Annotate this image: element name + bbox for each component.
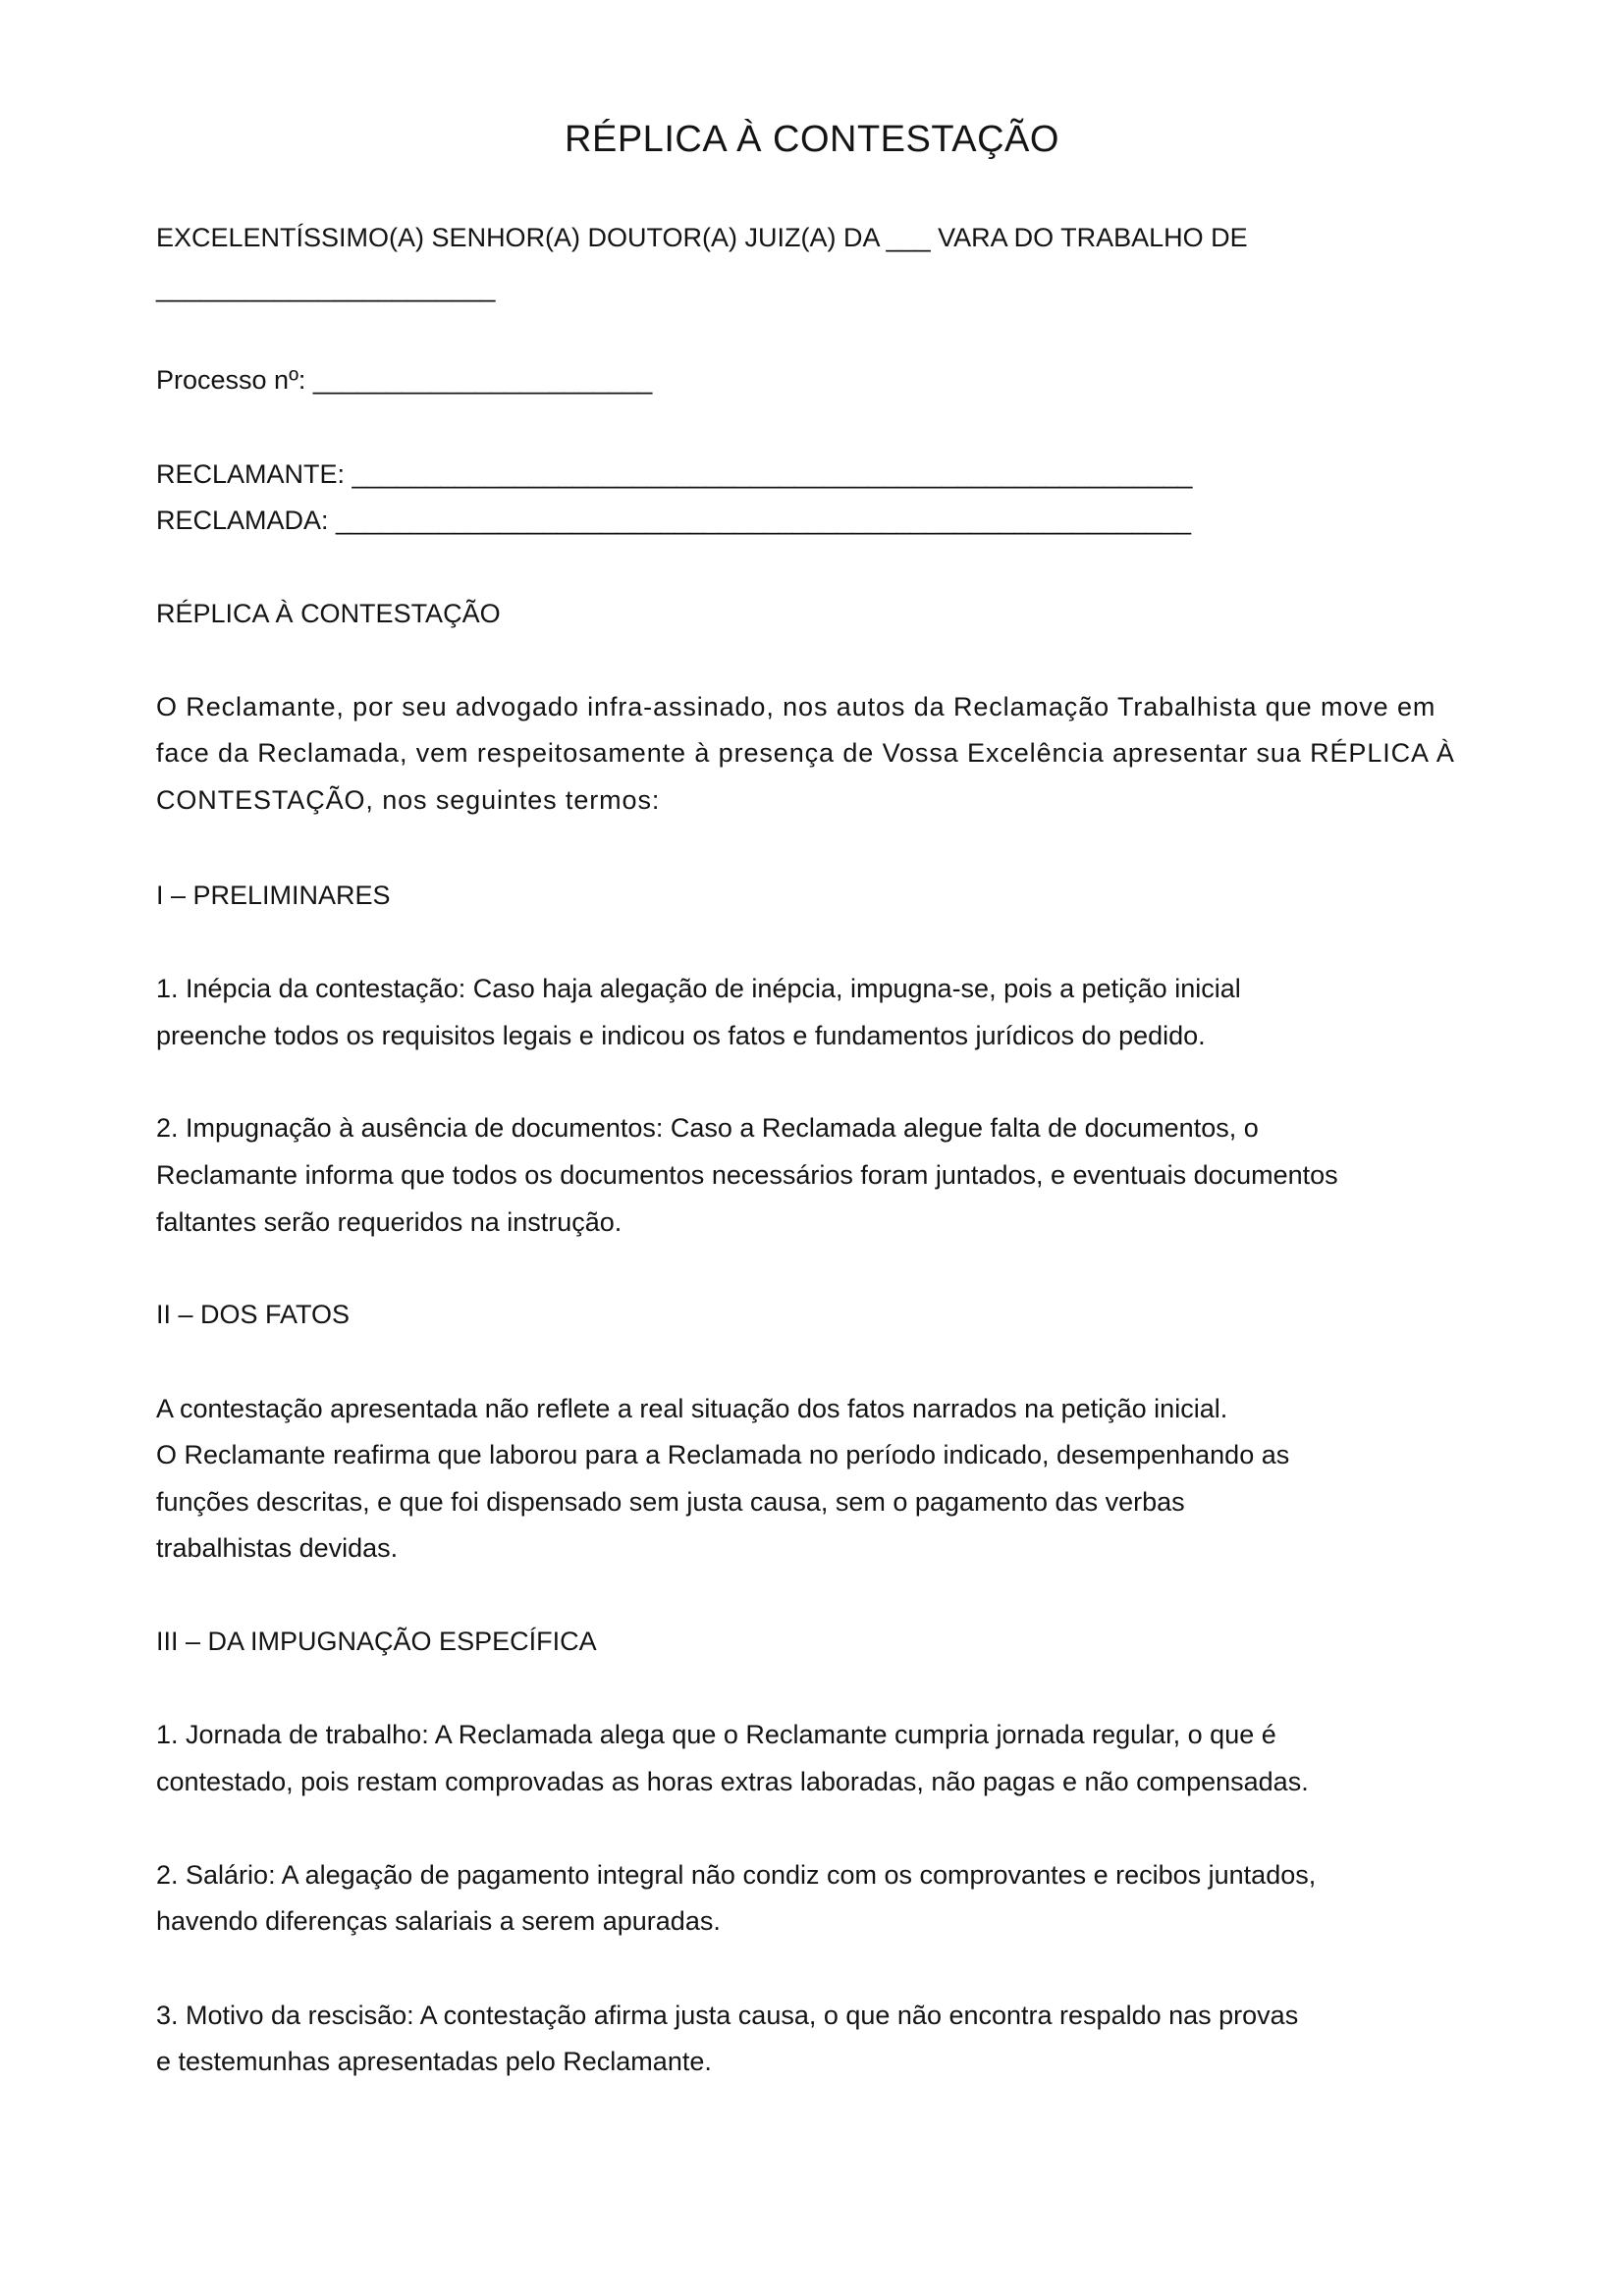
subtitle: RÉPLICA À CONTESTAÇÃO	[156, 599, 501, 628]
document-title: RÉPLICA À CONTESTAÇÃO	[565, 119, 1059, 160]
intro-line-3: CONTESTAÇÃO, nos seguintes termos:	[156, 785, 661, 815]
fatos-line-3: funções descritas, e que foi dispensado sem justa causa, sem o pagamento das verbas	[156, 1487, 1185, 1517]
process-number: Processo nº: _______________________	[156, 365, 653, 395]
impugnacao-3-line-2: e testemunhas apresentadas pelo Reclamante.	[156, 2047, 712, 2076]
fatos-line-4: trabalhistas devidas.	[156, 1533, 399, 1563]
impugnacao-1-line-1: 1. Jornada de trabalho: A Reclamada alega que o Reclamante cumpria jornada regular, o que é	[156, 1720, 1276, 1749]
section-heading-fatos: II – DOS FATOS	[156, 1300, 351, 1329]
fatos-line-1: A contestação apresentada não reflete a real situação dos fatos narrados na petição inicial.	[156, 1394, 1228, 1423]
preliminar-1-line-2: preenche todos os requisitos legais e indicou os fatos e fundamentos jurídicos do pedido.	[156, 1021, 1206, 1050]
preliminar-2-line-2: Reclamante informa que todos os documentos necessários foram juntados, e eventuais documentos	[156, 1160, 1338, 1190]
addressee-line-2: _______________________	[156, 273, 496, 302]
addressee-line-1: EXCELENTÍSSIMO(A) SENHOR(A) DOUTOR(A) JUIZ(A) DA ___ VARA DO TRABALHO DE	[156, 223, 1248, 252]
intro-line-2: face da Reclamada, vem respeitosamente à presença de Vossa Excelência apresentar sua RÉPLICA À	[156, 738, 1455, 768]
impugnacao-1-line-2: contestado, pois restam comprovadas as horas extras laboradas, não pagas e não compensadas.	[156, 1767, 1309, 1796]
intro-line-1: O Reclamante, por seu advogado infra-assinado, nos autos da Reclamação Trabalhista que move em	[156, 692, 1436, 721]
impugnacao-2-line-1: 2. Salário: A alegação de pagamento integral não condiz com os comprovantes e recibos juntados,	[156, 1860, 1317, 1890]
preliminar-2-line-3: faltantes serão requeridos na instrução.	[156, 1207, 623, 1237]
section-heading-preliminares: I – PRELIMINARES	[156, 881, 391, 910]
respondent-line: RECLAMADA: __________________________________________________________	[156, 506, 1191, 535]
impugnacao-3-line-1: 3. Motivo da rescisão: A contestação afirma justa causa, o que não encontra respaldo nas provas	[156, 2001, 1299, 2030]
fatos-line-2: O Reclamante reafirma que laborou para a Reclamada no período indicado, desempenhando as	[156, 1440, 1290, 1469]
preliminar-2-line-1: 2. Impugnação à ausência de documentos: Caso a Reclamada alegue falta de documentos, o	[156, 1113, 1259, 1143]
claimant-line: RECLAMANTE: _________________________________________________________	[156, 459, 1193, 489]
preliminar-1-line-1: 1. Inépcia da contestação: Caso haja alegação de inépcia, impugna-se, pois a petição inicial	[156, 974, 1241, 1003]
impugnacao-2-line-2: havendo diferenças salariais a serem apuradas.	[156, 1906, 721, 1936]
section-heading-impugnacao: III – DA IMPUGNAÇÃO ESPECÍFICA	[156, 1627, 597, 1656]
